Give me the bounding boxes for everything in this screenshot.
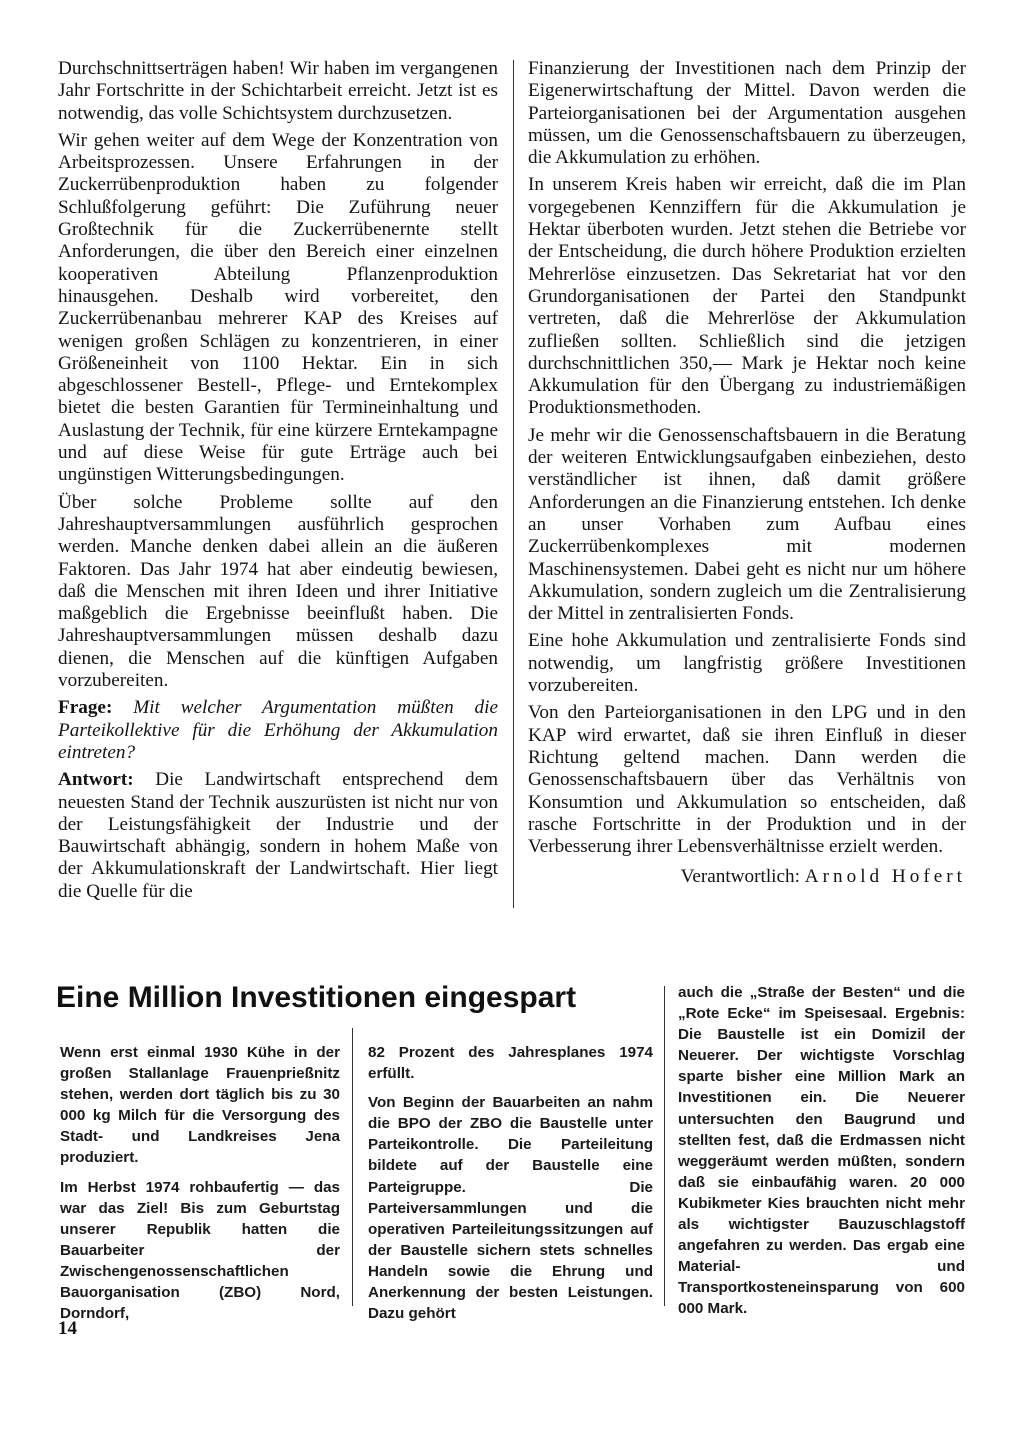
top-article-right-column <box>528 58 966 889</box>
author-signature <box>528 866 966 888</box>
column-divider <box>352 1028 353 1306</box>
question-label: Frage: <box>58 697 113 719</box>
body-paragraph: Im Herbst 1974 rohbaufertig — das war das Ziel! Bis zum Geburtstag unserer Republik hatten die Bauarbeiter der Zwischengenossenschaftlichen Bauorganisation (ZBO) Nord, Dorndorf, <box>60 1178 340 1323</box>
interview-question <box>58 697 498 764</box>
body-paragraph: 82 Prozent des Jahresplanes 1974 erfüllt. <box>368 1044 653 1083</box>
body-paragraph: Je mehr wir die Genossenschaftsbauern in die Beratung der weiteren Entwicklungsaufgaben einbeziehen, desto verständlicher ist ihnen, daß damit größere Anforderungen an die Finanzierung entstehen. Ich denke an unser Vorhaben zum Aufbau eines Zuckerrübenkomplexes mit modernen Maschinensystemen. Dabei geht es nicht nur um höhere Akkumulation, sondern zugleich um die Zentralisierung der Mittel in zentralisierten Fonds. <box>528 424 966 625</box>
column-divider <box>513 60 514 908</box>
body-paragraph: Über solche Probleme sollte auf den Jahreshauptversammlungen ausführlich gesprochen werden. Manche denken dabei allein an die äußeren Faktoren. Das Jahr 1974 hat aber eindeutig bewiesen, daß die Menschen mit ihren Ideen und ihrer Initiative maßgeblich die Ergebnisse beeinflußt haben. Die Jahreshauptversammlungen müssen deshalb dazu dienen, die Menschen auf die künftigen Aufgaben vorzubereiten. <box>58 491 498 692</box>
body-paragraph: auch die „Straße der Besten“ und die „Rote Ecke“ im Speisesaal. Ergebnis: Die Baustelle ist ein Domizil der Neuerer. Der wichtigste Vorschlag sparte bisher eine Million Mark an Investitionen ein. Die Neuerer untersuchten den Baugrund und stellten fest, daß die Erdmassen nicht weggeräumt werden müßten, sondern daß sie einbaufähig waren. 20 000 Kubikmeter Kies brauchten nicht mehr als wichtigster Bauzuschlagstoff angefahren zu werden. Das ergab eine Material- und Transportkosteneinsparung von 600 000 Mark. <box>678 984 965 1318</box>
bottom-article-column-1 <box>60 1042 340 1332</box>
body-paragraph: Von den Parteiorganisationen in den LPG und in den KAP wird erwartet, daß sie ihren Einfluß in dieser Richtung geltend machen. Dann werden die Genossenschaftsbauern über das Verhältnis von Konsumtion und Akkumulation so entscheiden, daß rasche Fortschritte in der Produktion und in der Verbesserung ihrer Lebensverhältnisse erzielt werden. <box>528 702 966 858</box>
article-headline: Eine Million Investitionen eingespart <box>56 981 577 1014</box>
bottom-article-column-2 <box>368 1042 653 1332</box>
body-paragraph: Von Beginn der Bauarbeiten an nahm die BPO der ZBO die Baustelle unter Parteikontrolle. Die Parteileitung bildete auf der Baustelle eine Parteigruppe. Die Parteiversammlungen und die operativen Parteileitungssitzungen auf der Baustelle sichern stets schnelles Handeln sowie die Ehrung und Anerkennung der besten Leistungen. Dazu gehört <box>368 1094 653 1323</box>
body-paragraph: Durchschnittserträgen haben! Wir haben im vergangenen Jahr Fortschritte in der Schichtarbeit erreicht. Jetzt ist es notwendig, das volle Schichtsystem durchzusetzen. <box>58 58 498 124</box>
body-paragraph: Eine hohe Akkumulation und zentralisierte Fonds sind notwendig, um langfristig größere Investitionen vorzubereiten. <box>528 630 966 697</box>
signature-label: Verantwortlich: <box>680 866 800 888</box>
body-paragraph: In unserem Kreis haben wir erreicht, daß die im Plan vorgegebenen Kennziffern für die Akkumulation je Hektar überboten wurden. Jetzt stehen die Betriebe vor der Entscheidung, die durch höhere Produktion erzielten Mehrerlöse einzusetzen. Das Sekretariat hat vor den Grundorganisationen der Partei den Standpunkt vertreten, daß die Mehrerlöse der Akkumulation zufließen sollten. Schließlich sind die jetzigen durchschnittlichen 350,— Mark je Hektar noch keine Akkumulation für den Übergang zu industriemäßigen Produktionsmethoden. <box>528 174 966 419</box>
column-divider <box>664 986 665 1306</box>
body-paragraph: Wir gehen weiter auf dem Wege der Konzentration von Arbeitsprozessen. Unsere Erfahrungen in der Zuckerrübenproduktion haben zu folgender Schlußfolgerung geführt: Die Zuführung neuer Großtechnik für die Zuckerrübenernte stellt Anforderungen, die über den Bereich einer einzelnen kooperativen Abteilung Pflanzenproduktion hinausgehen. Deshalb wird vorbereitet, den Zuckerrübenanbau mehrerer KAP des Kreises auf wenigen großen Schlägen zu konzentrieren, in einer Größeneinheit von 1100 Hektar. Ein in sich abgeschlossener Bestell-, Pflege- und Erntekomplex bietet die besten Garantien für Termineinhaltung und Auslastung der Technik, für eine kürzere Erntekampagne und auf diese Weise für gute Erträge auch bei ungünstigen Witterungsbedingungen. <box>58 129 498 486</box>
answer-label: Antwort: <box>58 769 134 791</box>
signature-name: Arnold Hofert <box>804 866 966 888</box>
body-paragraph: Wenn erst einmal 1930 Kühe in der großen Stallanlage Frauenprießnitz stehen, werden dort täglich bis zu 30 000 kg Milch für die Versorgung des Stadt- und Landkreises Jena produziert. <box>60 1044 340 1167</box>
body-paragraph: Finanzierung der Investitionen nach dem Prinzip der Eigenerwirtschaftung der Mittel. Davon werden die Parteiorganisationen bei der Argumentation ausgehen müssen, um die Genossenschaftsbauern zu überzeugen, die Akkumulation zu erhöhen. <box>528 58 966 169</box>
interview-answer <box>58 769 498 903</box>
answer-text: Die Landwirtschaft entsprechend dem neuesten Stand der Technik auszurüsten ist nicht nur von der Leistungsfähigkeit der Industrie und der Bauwirtschaft abhängig, sondern in hohem Maße von der Akkumulationskraft der Landwirtschaft. Hier liegt die Quelle für die <box>58 769 499 902</box>
bottom-article-column-3 <box>678 982 965 1328</box>
question-text: Mit welcher Argumentation müßten die Parteikollektive für die Erhöhung der Akkumulation eintreten? <box>58 697 498 763</box>
top-article-left-column <box>58 58 498 908</box>
page-number: 14 <box>58 1318 77 1339</box>
